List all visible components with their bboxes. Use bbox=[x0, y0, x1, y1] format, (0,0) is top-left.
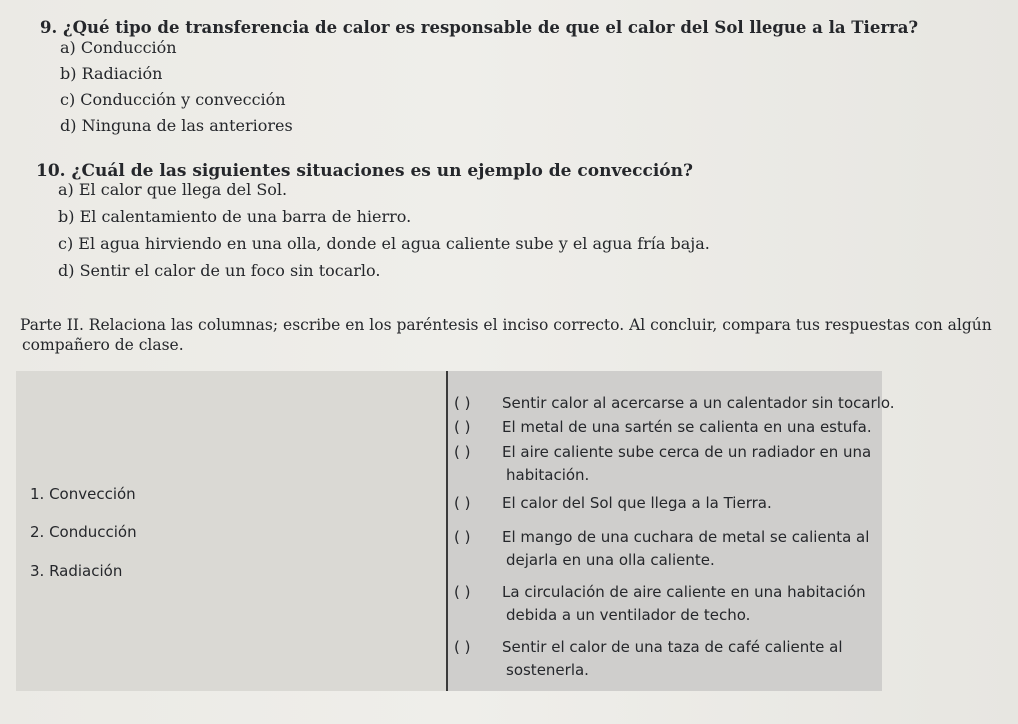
statement-text: El calor del Sol que llega a la Tierra. bbox=[502, 494, 772, 512]
part2-instruction-line1: Parte II. Relaciona las columnas; escribe en los paréntesis el inciso correcto. Al concluir, compara tus respuestas con algún bbox=[20, 316, 992, 334]
statement-item bbox=[454, 492, 772, 515]
statement-text-continued: sostenerla. bbox=[506, 661, 589, 679]
option-letter: b) bbox=[58, 207, 75, 226]
answer-parentheses[interactable]: ( ) bbox=[454, 583, 471, 601]
q10-option-a bbox=[58, 180, 287, 199]
q9-option-b bbox=[60, 64, 162, 83]
option-text: El calentamiento de una barra de hierro. bbox=[79, 207, 412, 226]
statement-text: El aire caliente sube cerca de un radiador en una bbox=[502, 443, 872, 461]
q10-option-d bbox=[58, 261, 380, 280]
statement-text-continued: dejarla en una olla caliente. bbox=[506, 551, 715, 569]
statement-text: Sentir el calor de una taza de café caliente al bbox=[502, 638, 843, 656]
part2-instruction-line2: compañero de clase. bbox=[22, 336, 184, 354]
statement-text: Sentir calor al acercarse a un calentador sin tocarlo. bbox=[502, 394, 895, 412]
term-conduccion: 2. Conducción bbox=[30, 523, 137, 541]
option-text: El agua hirviendo en una olla, donde el agua caliente sube y el agua fría baja. bbox=[78, 234, 710, 253]
q10-option-b bbox=[58, 207, 411, 226]
statement-item bbox=[454, 581, 866, 627]
option-letter: c) bbox=[58, 234, 74, 253]
statement-text-continued: debida a un ventilador de techo. bbox=[506, 606, 751, 624]
option-letter: a) bbox=[58, 180, 74, 199]
option-text: Conducción y convección bbox=[80, 90, 286, 109]
statement-text: El mango de una cuchara de metal se calienta al bbox=[502, 528, 870, 546]
answer-parentheses[interactable]: ( ) bbox=[454, 443, 471, 461]
statement-item bbox=[454, 526, 869, 572]
answer-parentheses[interactable]: ( ) bbox=[454, 494, 471, 512]
statement-text-continued: habitación. bbox=[506, 466, 590, 484]
option-letter: d) bbox=[58, 261, 75, 280]
term-radiacion: 3. Radiación bbox=[30, 562, 123, 580]
answer-parentheses[interactable]: ( ) bbox=[454, 394, 471, 412]
q10-option-c bbox=[58, 234, 710, 253]
q9-question: 9. ¿Qué tipo de transferencia de calor es responsable de que el calor del Sol llegue a la Tierra? bbox=[40, 18, 919, 37]
option-letter: d) bbox=[60, 116, 77, 135]
option-text: Conducción bbox=[80, 38, 177, 57]
answer-parentheses[interactable]: ( ) bbox=[454, 528, 471, 546]
statement-item bbox=[454, 441, 871, 487]
option-text: El calor que llega del Sol. bbox=[78, 180, 288, 199]
option-text: Ninguna de las anteriores bbox=[81, 116, 293, 135]
q9-option-c bbox=[60, 90, 286, 109]
q9-option-d bbox=[60, 116, 293, 135]
term-conveccion: 1. Convección bbox=[30, 485, 136, 503]
option-text: Radiación bbox=[81, 64, 163, 83]
answer-parentheses[interactable]: ( ) bbox=[454, 638, 471, 656]
option-text: Sentir el calor de un foco sin tocarlo. bbox=[79, 261, 381, 280]
option-letter: b) bbox=[60, 64, 77, 83]
statement-text: El metal de una sartén se calienta en una estufa. bbox=[502, 418, 872, 436]
option-letter: a) bbox=[60, 38, 76, 57]
statement-item bbox=[454, 636, 843, 682]
q9-option-a bbox=[60, 38, 177, 57]
statement-item bbox=[454, 416, 872, 439]
answer-parentheses[interactable]: ( ) bbox=[454, 418, 471, 436]
option-letter: c) bbox=[60, 90, 76, 109]
q10-question: 10. ¿Cuál de las siguientes situaciones es un ejemplo de convección? bbox=[36, 161, 693, 181]
column-divider bbox=[446, 371, 448, 691]
statement-text: La circulación de aire caliente en una habitación bbox=[502, 583, 866, 601]
statement-item bbox=[454, 392, 895, 415]
